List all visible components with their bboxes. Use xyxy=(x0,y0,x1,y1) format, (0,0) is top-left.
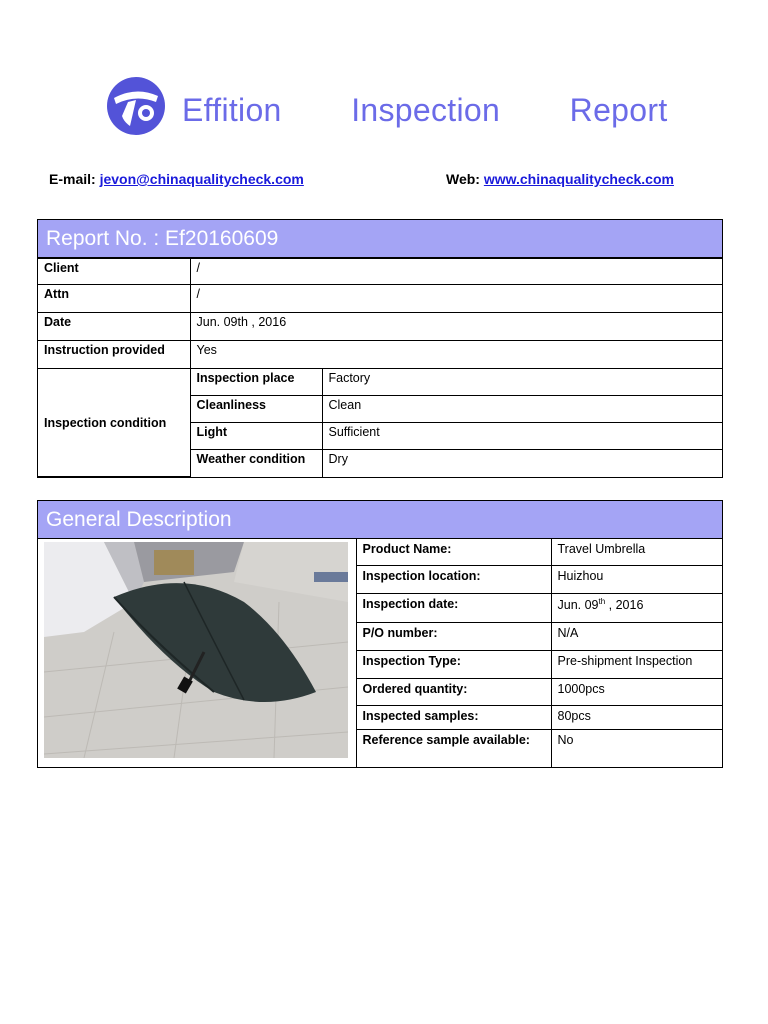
light-label: Light xyxy=(190,423,322,450)
general-title: General Description xyxy=(38,501,722,539)
report-header xyxy=(0,70,768,150)
cleanliness-label: Cleanliness xyxy=(190,396,322,423)
email-link[interactable]: jevon@chinaqualitycheck.com xyxy=(99,171,304,187)
client-label: Client xyxy=(38,259,190,285)
client-value: / xyxy=(190,259,722,285)
report-section xyxy=(37,219,723,478)
inspection-date-label: Inspection date: xyxy=(356,593,551,622)
weather-value: Dry xyxy=(322,450,722,477)
reference-label: Reference sample available: xyxy=(356,729,551,767)
umbrella-photo-icon xyxy=(44,542,348,758)
light-value: Sufficient xyxy=(322,423,722,450)
po-label: P/O number: xyxy=(356,622,551,650)
email-label: E-mail: xyxy=(49,171,96,187)
product-value: Travel Umbrella xyxy=(551,539,722,565)
location-label: Inspection location: xyxy=(356,565,551,593)
instruction-label: Instruction provided xyxy=(38,341,190,369)
product-label: Product Name: xyxy=(356,539,551,565)
web-link[interactable]: www.chinaqualitycheck.com xyxy=(483,171,674,187)
email-line xyxy=(49,171,304,187)
product-photo xyxy=(44,542,348,758)
samples-label: Inspected samples: xyxy=(356,705,551,729)
date-value: Jun. 09th , 2016 xyxy=(190,313,722,341)
brand-title: Effition Inspection Report xyxy=(182,92,668,128)
general-section xyxy=(37,500,723,768)
type-label: Inspection Type: xyxy=(356,650,551,678)
cleanliness-value: Clean xyxy=(322,396,722,423)
condition-label: Inspection condition xyxy=(38,369,190,477)
general-table xyxy=(38,539,722,767)
location-value: Huizhou xyxy=(551,565,722,593)
instruction-value: Yes xyxy=(190,341,722,369)
inspection-date-value: Jun. 09th , 2016 xyxy=(551,593,722,622)
attn-value: / xyxy=(190,285,722,313)
company-logo-icon xyxy=(106,76,166,136)
place-value: Factory xyxy=(322,369,722,396)
place-label: Inspection place xyxy=(190,369,322,396)
type-value: Pre-shipment Inspection xyxy=(551,650,722,678)
quantity-label: Ordered quantity: xyxy=(356,678,551,705)
date-label: Date xyxy=(38,313,190,341)
weather-label: Weather condition xyxy=(190,450,322,477)
reference-value: No xyxy=(551,729,722,767)
photo-cell xyxy=(38,539,356,767)
web-label: Web: xyxy=(446,171,480,187)
po-value: N/A xyxy=(551,622,722,650)
report-number-title: Report No. : Ef20160609 xyxy=(38,220,722,258)
quantity-value: 1000pcs xyxy=(551,678,722,705)
report-info-table xyxy=(38,258,722,477)
attn-label: Attn xyxy=(38,285,190,313)
web-line xyxy=(446,171,674,187)
samples-value: 80pcs xyxy=(551,705,722,729)
